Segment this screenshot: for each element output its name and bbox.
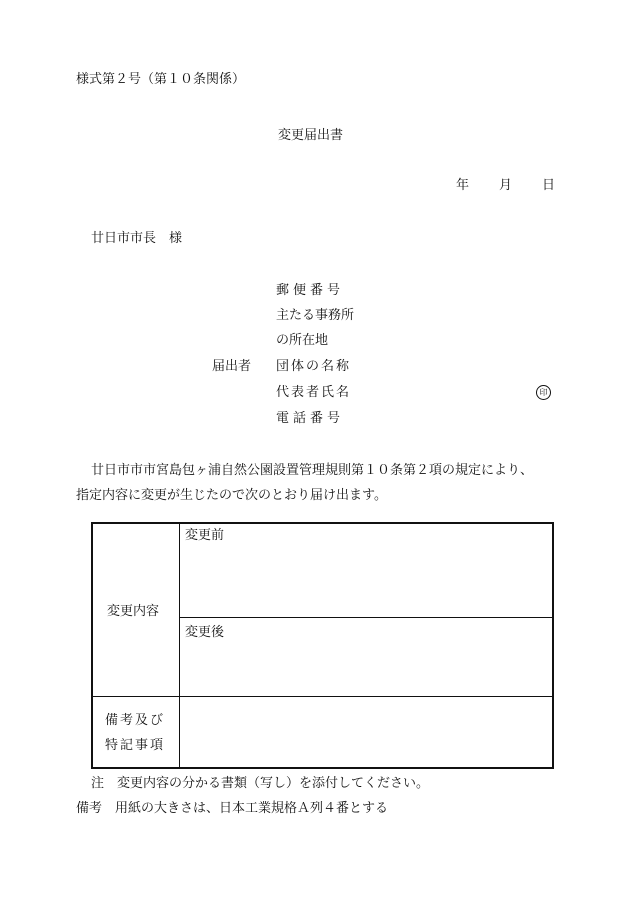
note: 注 変更内容の分かる書類（写し）を添付してください。 [91,776,430,791]
remarks-label-line2: 特記事項 [105,738,166,753]
table-divider-remarks [93,696,552,697]
date-year: 年 [456,178,470,193]
table-divider-before-after [179,617,552,618]
before-label: 変更前 [185,528,225,543]
form-number: 様式第２号（第１０条関係） [76,72,246,87]
phone-label: 電話番号 [276,411,345,426]
body-line-1: 廿日市市市宮島包ヶ浦自然公園設置管理規則第１０条第２項の規定により、 [91,463,534,478]
office-label-line2: の所在地 [276,333,329,348]
rep-name-label: 代表者氏名 [276,385,352,400]
body-line-2: 指定内容に変更が生じたので次のとおり届け出ます。 [76,488,387,503]
org-name-label: 団体の名称 [276,359,352,374]
seal-mark: 印 [536,385,551,400]
change-content-label: 変更内容 [107,604,160,619]
applicant-label: 届出者 [212,359,252,374]
addressee: 廿日市市長 様 [91,231,183,246]
date-month: 月 [499,178,513,193]
change-table [91,522,554,769]
after-label: 変更後 [185,625,225,640]
date-day: 日 [542,178,556,193]
postal-code-label: 郵便番号 [276,283,345,298]
table-divider-vertical [179,524,180,767]
remarks: 備考 用紙の大きさは、日本工業規格Ａ列４番とする [76,801,389,816]
remarks-label-line1: 備考及び [105,713,166,728]
document-title: 変更届出書 [278,128,344,143]
office-label-line1: 主たる事務所 [276,308,355,323]
